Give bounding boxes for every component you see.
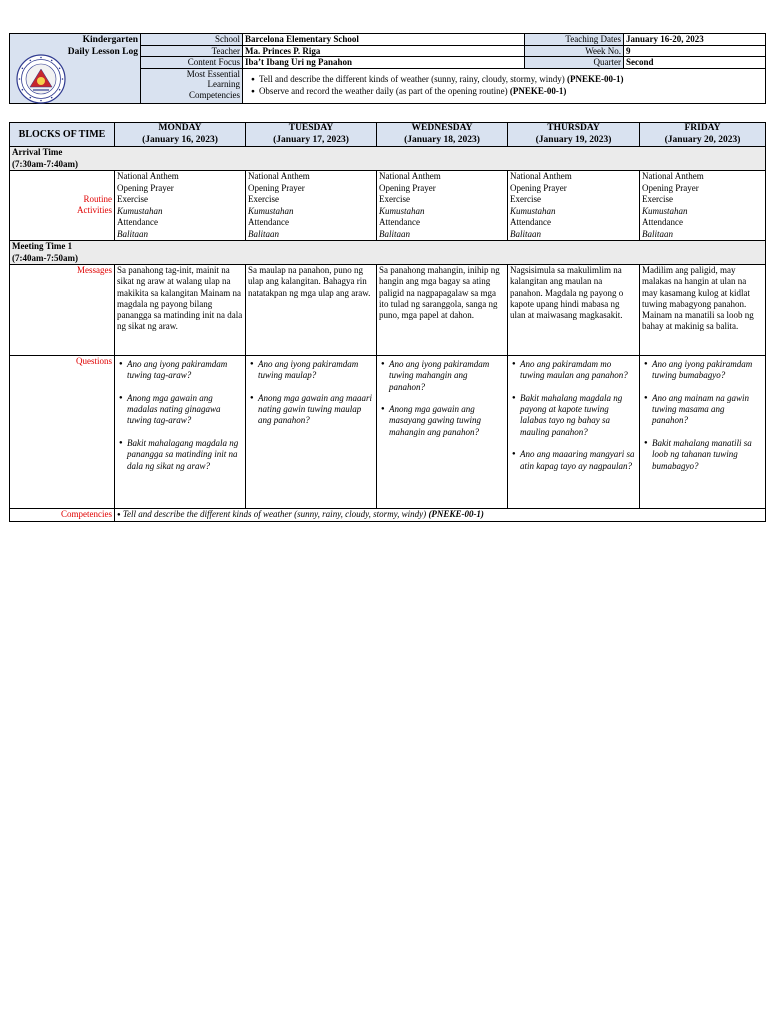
question-item: ● Bakit mahalagang magdala ng panangga sa matinding init na dala ng sikat ng araw?	[127, 438, 241, 472]
teaching-dates-label: Teaching Dates	[525, 34, 624, 46]
question-item: ● Bakit mahalang magdala ng payong at kapote tuwing lalabas tayo ng bahay sa mauling panahon?	[520, 393, 635, 438]
question-item: ● Ano ang iyong pakiramdam tuwing tag-araw?	[127, 359, 241, 382]
meeting-time-range: (7:40am-7:50am)	[12, 252, 78, 263]
routine-item: Exercise	[117, 194, 148, 204]
questions-monday	[115, 356, 246, 509]
deped-seal-icon	[16, 54, 66, 104]
school-value: Barcelona Elementary School	[243, 34, 525, 46]
routine-item: Opening Prayer	[379, 182, 436, 193]
message-friday: Madilim ang paligid, may malakas na hangin at ulan na may kasamang kulog at kidlat tuwing mabagyong panahon. Mainam na manatili sa loob ng bahay at makinig sa balita.	[640, 265, 766, 356]
routine-item: Balitaan	[510, 228, 541, 239]
teaching-dates-value: January 16-20, 2023	[624, 34, 766, 46]
question-list	[379, 356, 505, 438]
routine-item: Attendance	[117, 217, 158, 227]
messages-label: Messages	[10, 265, 115, 356]
routine-item: Balitaan	[379, 228, 410, 239]
competencies-row	[10, 509, 766, 522]
routine-item: Exercise	[510, 194, 541, 204]
routine-cell-tuesday	[246, 171, 377, 241]
routine-cell-wednesday	[377, 171, 508, 241]
mel-item	[251, 74, 763, 86]
school-label: School	[141, 34, 243, 46]
question-list	[117, 356, 243, 472]
meeting-time-row	[10, 241, 766, 265]
routine-item: National Anthem	[642, 171, 704, 181]
teacher-value: Ma. Princes P. Riga	[243, 45, 525, 57]
day-header-row	[10, 123, 766, 147]
routine-label-line-2: Activities	[77, 205, 112, 216]
arrival-time-title: Arrival Time	[12, 147, 63, 157]
day-header-thursday	[508, 123, 640, 147]
routine-item: Opening Prayer	[510, 182, 567, 193]
routine-item: Kumustahan	[248, 205, 294, 216]
lesson-log-table	[9, 122, 766, 522]
day-date: (January 17, 2023)	[273, 134, 349, 145]
message-wednesday: Sa panahong mahangin, inihip ng hangin ang mga bagay sa ating paligid na nagpapagalaw sa mga ito tulad ng saranggola, sanga ng puno, mga papel at dahon.	[377, 265, 508, 356]
day-name: WEDNESDAY	[411, 123, 473, 133]
question-list	[510, 356, 637, 472]
routine-item: Exercise	[248, 194, 279, 204]
routine-item: Attendance	[510, 217, 551, 227]
header-table	[9, 33, 766, 104]
meeting-time-title: Meeting Time 1	[12, 241, 73, 251]
competencies-label: Competencies	[10, 509, 115, 522]
question-item: ● Anong mga gawain ang madalas nating ginagawa tuwing tag-araw?	[127, 393, 241, 427]
question-item: ● Ano ang iyong pakiramdam tuwing maulap?	[258, 359, 372, 382]
bullet-icon: ●	[117, 512, 121, 518]
competency-code: (PNEKE-00-1)	[428, 509, 484, 519]
message-tuesday: Sa maulap na panahon, puno ng ulap ang kalangitan. Bahagya rin natatakpan ng mga ulap ang araw.	[246, 265, 377, 356]
routine-item: Kumustahan	[117, 205, 163, 216]
question-item: ● Bakit mahalang manatili sa loob ng tahanan tuwing bumabagyo?	[652, 438, 761, 472]
routine-activities-label	[10, 171, 115, 241]
header-title-cell	[10, 34, 141, 104]
questions-tuesday	[246, 356, 377, 509]
day-header-monday	[115, 123, 246, 147]
routine-item: Exercise	[379, 194, 410, 204]
routine-item: Kumustahan	[642, 205, 688, 216]
question-item: ● Anong mga gawain ang masayang gawing tuwing mahangin ang panahon?	[389, 404, 503, 438]
routine-cell-monday	[115, 171, 246, 241]
mel-label	[141, 68, 243, 103]
routine-item: Balitaan	[642, 228, 673, 239]
routine-item: Attendance	[642, 217, 683, 227]
question-item: ● Ano ang pakiramdam mo tuwing maulan ang panahon?	[520, 359, 635, 382]
quarter-value: Second	[624, 57, 766, 69]
content-focus-value: Iba’t Ibang Uri ng Panahon	[243, 57, 525, 69]
routine-item: National Anthem	[379, 171, 441, 181]
day-name: FRIDAY	[684, 123, 721, 133]
question-list	[642, 356, 763, 472]
day-name: TUESDAY	[288, 123, 334, 133]
competency-text: Tell and describe the different kinds of weather (sunny, rainy, cloudy, stormy, windy)	[122, 509, 429, 519]
mel-label-line-1: Most Essential	[186, 68, 240, 79]
arrival-time-row	[10, 147, 766, 171]
day-date: (January 18, 2023)	[404, 134, 480, 145]
competencies-content	[115, 509, 766, 522]
messages-row	[10, 265, 766, 356]
mel-item-code: (PNEKE-00-1)	[566, 74, 624, 84]
routine-cell-friday	[640, 171, 766, 241]
routine-item: Exercise	[642, 194, 673, 204]
week-no-value: 9	[624, 45, 766, 57]
mel-content	[243, 68, 766, 103]
question-list	[248, 356, 374, 427]
routine-item: National Anthem	[248, 171, 310, 181]
arrival-time-heading	[10, 147, 766, 171]
routine-item: Attendance	[248, 217, 289, 227]
routine-item: National Anthem	[117, 171, 179, 181]
routine-item: Opening Prayer	[642, 182, 699, 193]
mel-item	[251, 86, 763, 98]
mel-item-text: Tell and describe the different kinds of weather (sunny, rainy, cloudy, stormy, windy)	[258, 74, 567, 84]
message-thursday: Nagsisimula sa makulimlim na kalangitan ang maulan na panahon. Magdala ng payong o kapote upang hindi mabasa ng ulan at maiwasang magkasakit.	[508, 265, 640, 356]
day-header-wednesday	[377, 123, 508, 147]
mel-list	[245, 74, 763, 97]
questions-friday	[640, 356, 766, 509]
week-no-label: Week No.	[525, 45, 624, 57]
title-line-kindergarten: Kindergarten	[82, 35, 138, 45]
day-date: (January 20, 2023)	[664, 134, 741, 145]
question-item: ● Ano ang mainam na gawin tuwing masama ang panahon?	[652, 393, 761, 427]
day-name: MONDAY	[158, 123, 202, 133]
day-name: THURSDAY	[547, 123, 600, 133]
question-item: ● Anong mga gawain ang maaari nating gawin tuwing maulap ang panahon?	[258, 393, 372, 427]
routine-label-line-1: Routine	[83, 194, 112, 204]
routine-item: Balitaan	[248, 228, 279, 239]
day-date: (January 16, 2023)	[142, 134, 218, 145]
message-monday: Sa panahong tag-init, mainit na sikat ng araw at walang ulap na makikita sa kalangitan Mainam na magdala ng payong bilang panangga sa matinding init na dala ng sikat ng araw.	[115, 265, 246, 356]
routine-item: Kumustahan	[510, 205, 556, 216]
questions-thursday	[508, 356, 640, 509]
routine-item: National Anthem	[510, 171, 572, 181]
meeting-time-heading	[10, 241, 766, 265]
teacher-label: Teacher	[141, 45, 243, 57]
question-item: ● Ano ang iyong pakiramdam tuwing mahangin ang panahon?	[389, 359, 503, 393]
routine-item: Balitaan	[117, 228, 148, 239]
title-line-daily-lesson-log: Daily Lesson Log	[67, 46, 138, 57]
mel-label-line-2: Learning	[207, 79, 240, 89]
routine-item: Kumustahan	[379, 205, 425, 216]
questions-wednesday	[377, 356, 508, 509]
question-item: ● Ano ang maaaring mangyari sa atin kapag tayo ay nagpaulan?	[520, 449, 635, 472]
questions-label: Questions	[10, 356, 115, 509]
routine-cell-thursday	[508, 171, 640, 241]
mel-item-code: (PNEKE-00-1)	[509, 85, 567, 96]
day-date: (January 19, 2023)	[535, 134, 612, 145]
quarter-label: Quarter	[525, 57, 624, 69]
questions-row	[10, 356, 766, 509]
day-header-tuesday	[246, 123, 377, 147]
routine-item: Attendance	[379, 217, 420, 227]
content-focus-label: Content Focus	[141, 57, 243, 69]
routine-activities-row	[10, 171, 766, 241]
arrival-time-range: (7:30am-7:40am)	[12, 158, 78, 169]
question-item: ● Ano ang iyong pakiramdam tuwing bumabagyo?	[652, 359, 761, 382]
day-header-friday	[640, 123, 766, 147]
blocks-of-time-header: BLOCKS OF TIME	[10, 123, 115, 147]
routine-item: Opening Prayer	[117, 182, 174, 193]
mel-item-text: Observe and record the weather daily (as part of the opening routine)	[258, 85, 510, 96]
routine-item: Opening Prayer	[248, 182, 305, 193]
mel-label-line-3: Competencies	[189, 89, 240, 100]
